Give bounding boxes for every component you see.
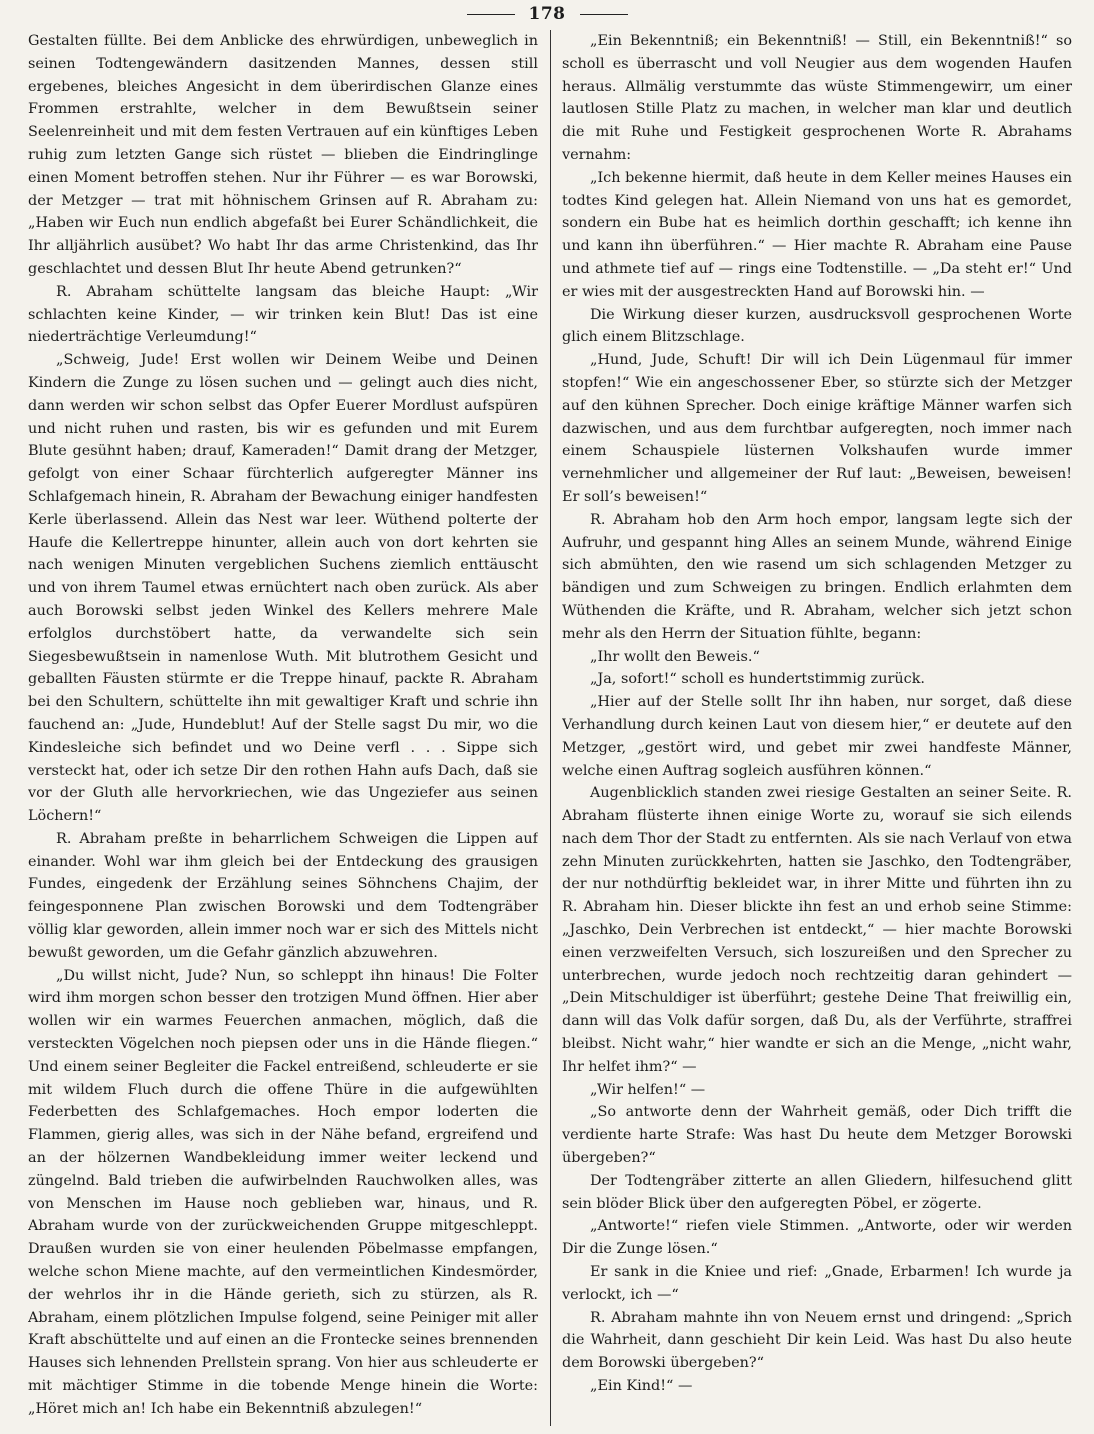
paragraph: „So antworte denn der Wahrheit gemäß, oder Dich trifft die verdiente harte Strafe: Was hast Du heute dem Metzger Borowski übergeben?“	[562, 1104, 1072, 1167]
paragraph: „Ein Kind!“ —	[590, 1378, 693, 1395]
left-column	[28, 30, 538, 1426]
header-rule-left	[467, 14, 515, 15]
paragraph: „Wir helfen!“ —	[590, 1081, 706, 1098]
paragraph: R. Abraham schüttelte langsam das bleiche Haupt: „Wir schlachten keine Kinder, — wir trinken kein Blut! Das ist eine niederträchtige Verleumdung!“	[28, 283, 538, 346]
header-rule-right	[580, 14, 628, 15]
page-header	[0, 2, 1094, 26]
paragraph: R. Abraham preßte in beharrlichem Schweigen die Lippen auf einander. Wohl war ihm gleich bei der Entdeckung des grausigen Fundes, eingedenk der Erzählung seines Söhnchens Chajim, der feingesponnene Plan zwischen Borowski und dem Todtengräber völlig klar geworden, allein immer noch war er sich des Mittels nicht bewußt geworden, um die Gefahr gänzlich abzuwehren.	[28, 830, 538, 961]
paragraph: „Antworte!“ riefen viele Stimmen. „Antworte, oder wir werden Dir die Zunge lösen.“	[562, 1218, 1072, 1258]
paragraph: Er sank in die Kniee und rief: „Gnade, Erbarmen! Ich wurde ja verlockt, ich —“	[562, 1264, 1072, 1303]
paragraph: Die Wirkung dieser kurzen, ausdrucksvoll gesprochenen Worte glich einem Blitzschlage.	[562, 306, 1072, 346]
column-divider	[550, 30, 551, 1426]
paragraph: „Ihr wollt den Beweis.“	[590, 648, 760, 665]
paragraph: „Schweig, Jude! Erst wollen wir Deinem Weibe und Deinen Kindern die Zunge zu lösen suchen und — gelingt auch dies nicht, dann werden wir schon selbst das Opfer Euerer Mordlust aufspüren und nicht ruhen und rasten, bis wir es gefunden und mit Eurem Blute gesühnt haben; drauf, Kameraden!“ Damit drang der Metzger, gefolgt von einer Schaar fürchterlich aufgeregter Männer ins Schlafgemach hinein, R. Abraham der Bewachung einiger handfesten Kerle überlassend. Allein das Nest war leer. Wüthend polterte der Haufe die Kellertreppe hinunter, allein auch von dort kehrten sie nach wenigen Minuten vergeblichen Suchens ziemlich enttäuscht und von ihrem Taumel etwas ernüchtert nach oben zurück. Als aber auch Borowski selbst jeden Winkel des Kellers mehrere Male erfolglos durchstöbert hatte, da verwandelte sich sein Siegesbewußtsein in namenlose Wuth. Mit blutrothem Gesicht und geballten Fäusten stürmte er die Treppe hinauf, packte R. Abraham bei den Schultern, schüttelte ihn mit gewaltiger Kraft und schrie ihn fauchend an: „Jude, Hundeblut! Auf der Stelle sagst Du mir, wo die Kindesleiche sich befindet und wo Deine verfl . . . Sippe sich versteckt hat, oder ich setze Dir den rothen Hahn aufs Dach, daß sie vor der Gluth alle hervorkriechen, wie das Ungeziefer aus seinen Löchern!“	[28, 352, 538, 825]
paragraph: „Hier auf der Stelle sollt Ihr ihn haben, nur sorget, daß diese Verhandlung durch keinen Laut von diesem hier,“ er deutete auf den Metzger, „gestört wird, und gebet mir zwei handfeste Männer, welche einen Auftrag sogleich ausführen können.“	[562, 694, 1072, 779]
paragraph: Gestalten füllte. Bei dem Anblicke des ehrwürdigen, unbeweglich in seinen Todtengewändern dasitzenden Mannes, dessen still ergebenes, bleiches Angesicht in dem überirdischen Glanze eines Frommen erstrahlte, welcher in dem Bewußtsein seiner Seelenreinheit und mit dem festen Vertrauen auf ein künftiges Leben ruhig zum letzten Gange sich rüstet — blieben die Eindringlinge einen Moment betroffen stehen. Nur ihr Führer — es war Borowski, der Metzger — trat mit höhnischem Grinsen auf R. Abraham zu: „Haben wir Euch nun endlich abgefaßt bei Eurer Schändlichkeit, die Ihr alljährlich ausübet? Wo habt Ihr das arme Christenkind, das Ihr geschlachtet und dessen Blut Ihr heute Abend getrunken?“	[28, 33, 538, 277]
paragraph: „Ich bekenne hiermit, daß heute in dem Keller meines Hauses ein todtes Kind gelegen hat. Allein Niemand von uns hat es gemordet, sondern ein Bube hat es heimlich dorthin geschafft; ich kenne ihn und kann ihn überführen.“ — Hier machte R. Abraham eine Pause und athmete tief auf — rings eine Todtenstille. — „Da steht er!“ Und er wies mit der ausgestreckten Hand auf Borowski hin. —	[562, 169, 1072, 300]
text-columns	[28, 30, 1072, 1426]
paragraph: „Du willst nicht, Jude? Nun, so schleppt ihn hinaus! Die Folter wird ihm morgen schon besser den trotzigen Mund öffnen. Hier aber wollen wir ein warmes Feuerchen anmachen, möglich, daß die versteckten Vögelchen noch piepsen oder uns in die Hände fliegen.“ Und einem seiner Begleiter die Fackel entreißend, schleuderte er sie mit wildem Fluch durch die offene Thüre in die aufgewühlten Federbetten des Schlafgemaches. Hoch empor loderten die Flammen, gierig alles, was sich in der Nähe befand, ergreifend und an der hölzernen Wandbekleidung immer weiter leckend und züngelnd. Bald trieben die aufwirbelnden Rauchwolken alles, was von Menschen im Hause noch geblieben war, hinaus, und R. Abraham wurde von der zurückweichenden Gruppe mitgeschleppt. Draußen wurden sie von einer heulenden Pöbelmasse empfangen, welche schon Miene machte, auf den vermeintlichen Kindesmörder, der wehrlos ihr in die Hände gerieth, sich zu stürzen, als R. Abraham, einem plötzlichen Impulse folgend, seine Peiniger mit aller Kraft abschüttelte und auf einen an die Frontecke seines brennenden Hauses sich lehnenden Prellstein sprang. Von hier aus schleuderte er mit mächtiger Stimme in die tobende Menge hinein die Worte: „Höret mich an! Ich habe ein Bekenntniß abzulegen!“	[28, 967, 538, 1417]
right-column	[562, 30, 1072, 1426]
paragraph: „Ja, sofort!“ scholl es hundertstimmig zurück.	[590, 671, 925, 688]
paragraph: R. Abraham mahnte ihn von Neuem ernst und dringend: „Sprich die Wahrheit, dann geschieht Dir kein Leid. Was hast Du also heute dem Borowski übergeben?“	[562, 1309, 1072, 1372]
paragraph: Der Todtengräber zitterte an allen Gliedern, hilfesuchend glitt sein blöder Blick über den aufgeregten Pöbel, er zögerte.	[562, 1172, 1072, 1212]
paragraph: „Hund, Jude, Schuft! Dir will ich Dein Lügenmaul für immer stopfen!“ Wie ein angeschossener Eber, so stürzte sich der Metzger auf den kühnen Sprecher. Doch einige kräftige Männer warfen sich dazwischen, und aus dem furchtbar aufgeregten, noch immer nach einem Schauspiele lüsternen Volkshaufen wurde immer vernehmlicher und allgemeiner der Ruf laut: „Beweisen, beweisen! Er soll’s beweisen!“	[562, 352, 1072, 505]
page-number: 178	[528, 4, 566, 24]
paragraph: R. Abraham hob den Arm hoch empor, langsam legte sich der Aufruhr, und gespannt hing Alles an seinem Munde, während Einige sich abmühten, den wie rasend um sich schlagenden Metzger zu bändigen und zum Schweigen zu bringen. Endlich erlahmten dem Wüthenden die Kräfte, und R. Abraham, welcher sich jetzt schon mehr als den Herrn der Situation fühlte, begann:	[562, 511, 1072, 642]
paragraph: Augenblicklich standen zwei riesige Gestalten an seiner Seite. R. Abraham flüsterte ihnen einige Worte zu, worauf sie sich eilends nach dem Thor der Stadt zu entfernten. Als sie nach Verlauf von etwa zehn Minuten zurückkehrten, hatten sie Jaschko, den Todtengräber, der nur nothdürftig bekleidet war, in ihrer Mitte und führten ihn zu R. Abraham hin. Dieser blickte ihn fest an und erhob seine Stimme: „Jaschko, Dein Verbrechen ist entdeckt,“ — hier machte Borowski einen verzweifelten Versuch, sich loszureißen und den Sprecher zu unterbrechen, wurde jedoch noch rechtzeitig daran gehindert — „Dein Mitschuldiger ist überführt; gestehe Deine That freiwillig ein, dann will das Volk dafür sorgen, daß Du, als der Verführte, straffrei bleibst. Nicht wahr,“ hier wandte er sich an die Menge, „nicht wahr, Ihr helfet ihm?“ —	[562, 785, 1072, 1075]
paragraph: „Ein Bekenntniß; ein Bekenntniß! — Still, ein Bekenntniß!“ so scholl es überrascht und voll Neugier aus dem wogenden Haufen heraus. Allmälig verstummte das wüste Stimmengewirr, um einer lautlosen Stille Platz zu machen, in welcher man klar und deutlich die mit Ruhe und Festigkeit gesprochenen Worte R. Abrahams vernahm:	[562, 33, 1072, 163]
